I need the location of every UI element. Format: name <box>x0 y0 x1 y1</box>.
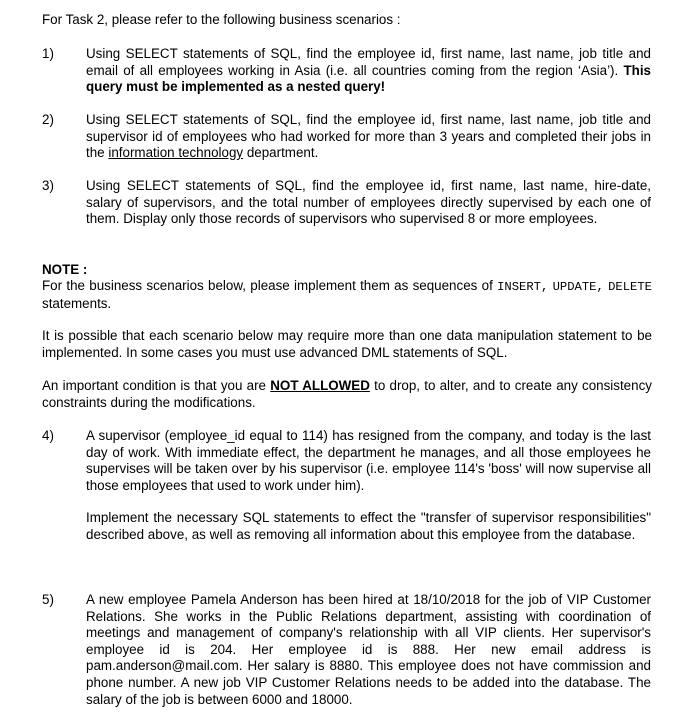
condition-text: An important condition is that you are <box>42 378 267 393</box>
note-heading <box>42 262 652 279</box>
scenario-5-paragraph: A new employee Pamela Anderson has been hired at 18/10/2018 for the job of VIP Customer Relations. She works in the Public Relations department, assisting with coordination of meetings and management of company's relationship with all VIP clients. Her supervisor's employee id is 204. Her employee id is 888. Her new email address is pam.anderson@mail.com. Her salary is 8880. This employee does not have commission and phone number. A new job VIP Customer Relations needs to be added into the database. The salary of the job is between 6000 and 18000. <box>86 592 651 707</box>
not-allowed-emphasis: NOT ALLOWED <box>270 378 370 393</box>
scenario-2-description: Using SELECT statements of SQL, find the employee id, first name, last name, job title and supervisor id of employees who had worked for more than 3 years and completed their jobs in the <box>86 112 651 161</box>
scenario-4-number: 4) <box>42 428 54 443</box>
note-text <box>42 278 652 312</box>
scenario-1-requirement: This query must be implemented as a nested query! <box>86 62 651 95</box>
scenario-1-number: 1) <box>42 46 54 61</box>
scenario-4-paragraph-2: Implement the necessary SQL statements to effect the "transfer of supervisor responsibilities" described above, as well as removing all information about this employee from the database. <box>86 510 651 542</box>
condition-text-end: to drop, to alter, and to create any consistency constraints during the modifications. <box>42 378 652 410</box>
scenario-4-paragraph-1: A supervisor (employee_id equal to 114) has resigned from the company, and today is the last day of work. With immediate effect, the department he manages, and all those employees he supervises will be taken over by his supervisor (i.e. employee 114's 'boss' will now supervise all those employees that used to work under him). <box>86 428 651 493</box>
scenario-3-text: Using SELECT statements of SQL, find the employee id, first name, last name, hire-date, salary of supervisors, and the total number of employees directly supervised by each one of them. Display only those records of supervisors who supervised 8 or more employees. <box>86 178 651 227</box>
scenario-1-text <box>86 46 651 96</box>
possible-paragraph: It is possible that each scenario below may require more than one data manipulation statement to be implemented. In some cases you must use advanced DML statements of SQL. <box>42 328 652 360</box>
scenario-2-text <box>86 112 651 162</box>
condition-paragraph <box>42 378 652 411</box>
scenario-2-department: information technology <box>108 145 244 161</box>
scenario-1-description: Using SELECT statements of SQL, find the employee id, first name, last name, job title and email of all employees working in Asia (i.e. all countries coming from the region ‘Asia’). <box>86 46 651 78</box>
keyword-delete: DELETE <box>608 280 652 294</box>
keyword-update: UPDATE, <box>552 280 604 294</box>
intro-text: For Task 2, please refer to the following business scenarios : <box>42 12 401 27</box>
scenario-5-number: 5) <box>42 592 54 607</box>
note-line-end: statements. <box>42 295 112 311</box>
note-line: For the business scenarios below, please implement them as sequences of <box>42 278 493 293</box>
scenario-2-number: 2) <box>42 112 54 127</box>
scenario-2-description-end: department. <box>246 145 319 161</box>
note-heading-label: NOTE : <box>42 262 88 277</box>
scenario-3-number: 3) <box>42 178 54 193</box>
keyword-insert: INSERT, <box>497 280 549 294</box>
